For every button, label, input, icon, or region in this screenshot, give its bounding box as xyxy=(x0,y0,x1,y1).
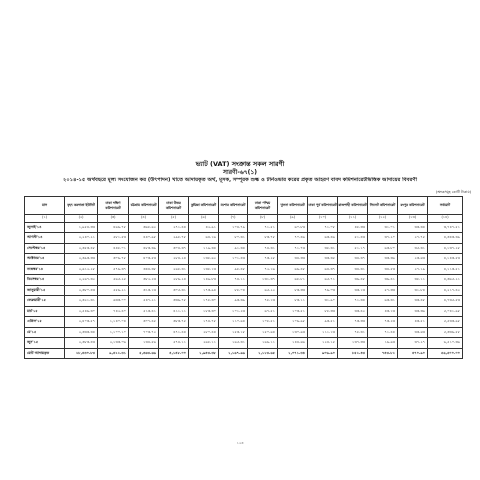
table-cell: ৯৩.৩৯ xyxy=(219,296,248,307)
table-cell: ২৮৪.২৪ xyxy=(159,254,189,265)
total-row xyxy=(25,348,463,359)
table-cell: ৫৫৬.২১ xyxy=(98,285,129,296)
column-number: (১) xyxy=(25,215,65,223)
table-cell: ১৭৮.৩০ xyxy=(189,296,219,307)
table-cell: ৪,১৪৮.০০ xyxy=(159,348,189,359)
column-header: সর্বমোট xyxy=(428,197,463,215)
table-cell: ৭৮.১৩ xyxy=(248,296,278,307)
table-cell: ৭১.৭৩ xyxy=(278,243,308,254)
table-cell: ২,৩৫৩.৪৮ xyxy=(65,243,98,254)
table-cell: ৪২.৯১ xyxy=(189,222,219,233)
table-cell: ২৭.৭৫ xyxy=(398,233,428,244)
table-cell: ৫,০৪১.৯৮ xyxy=(428,306,463,317)
table-cell: ৪৮.৩৩ xyxy=(338,222,368,233)
table-cell: ১১১.১৩ xyxy=(308,327,338,338)
table-cell: ৯৩.৫১ xyxy=(308,317,338,328)
table-cell: ১,১৬৭.৯৬ xyxy=(219,348,248,359)
table-cell: ৭১.৫১ xyxy=(248,222,278,233)
column-number: (১০) xyxy=(308,215,338,223)
table-cell: ১২৪.১৫ xyxy=(308,338,338,349)
table-cell: ১৭৩.৯৪ xyxy=(189,285,219,296)
table-cell: ৩৪.৫৩ xyxy=(368,264,398,275)
table-cell: ১৬৫.৩১ xyxy=(219,338,248,349)
table-cell: ১৩৮.১৩ xyxy=(189,264,219,275)
column-header: চট্টগ্রাম কমিশনারেট xyxy=(129,197,159,215)
column-header: ঢাকা দক্ষিণ কমিশনারেট xyxy=(98,197,129,215)
table-cell: ৭৪.১১ xyxy=(219,275,248,286)
table-cell: ২৯৮.৭৮ xyxy=(159,233,189,244)
table-cell: ৮৩.৭৮ xyxy=(248,233,278,244)
table-cell: ২,৩২১.৩১ xyxy=(65,296,98,307)
table-cell: ৮৫২.৪৩ xyxy=(338,348,368,359)
table-cell: ১৪৯.৮৩ xyxy=(189,275,219,286)
table-cell: ২৬৮.১১ xyxy=(189,338,219,349)
table-cell: ২৬৮.৩১ xyxy=(159,264,189,275)
table-cell: ৫,৫৩৩.৯৮ xyxy=(428,317,463,328)
table-row xyxy=(25,338,463,349)
table-cell: ৭৩.২৮ xyxy=(248,254,278,265)
table-header-row xyxy=(25,197,463,215)
table-cell: ৫,৩৬৩.৬৬ xyxy=(129,348,159,359)
row-label: সেপ্টেম্বর'১৪ xyxy=(25,243,65,254)
table-cell: ২,২৪০.২১ xyxy=(65,233,98,244)
table-cell: ৫৬৫.২৫ xyxy=(98,275,129,286)
table-cell: ৪৮৩.৩৯ xyxy=(129,243,159,254)
table-cell: ২৭১.৪৪ xyxy=(159,222,189,233)
table-cell: ২,৩৮৩.৪৩ xyxy=(65,338,98,349)
table-cell: ১৩১.৩৭ xyxy=(248,275,278,286)
table-cell: ১০১.২৩ xyxy=(219,306,248,317)
row-label: এপ্রিল'১৫ xyxy=(25,317,65,328)
table-cell: ১,১৪০.০৪ xyxy=(98,317,129,328)
table-cell: ৫১.৪৩ xyxy=(338,233,368,244)
table-cell: ৫,৩৩৬.৫৮ xyxy=(428,327,463,338)
table-cell: ৩০৫.৩১ xyxy=(159,285,189,296)
column-number: (১১) xyxy=(338,215,368,223)
table-cell: ৬৭.৫১ xyxy=(248,306,278,317)
table-cell: ১,১০০.১০ xyxy=(98,327,129,338)
table-cell: ৪৬৬.৭৮ xyxy=(98,222,129,233)
table-cell: ৯১.৩৪ xyxy=(219,243,248,254)
table-cell: ২৮০.৪৪ xyxy=(189,327,219,338)
table-cell: ৭৪৩.৮২ xyxy=(368,348,398,359)
table-cell: ৭১.৩৪ xyxy=(338,296,368,307)
table-cell: ১১০.৬৪ xyxy=(219,317,248,328)
column-header: ঢাকা পূর্ব কমিশনারেট xyxy=(308,197,338,215)
table-cell: ৮৩.৩৩ xyxy=(278,285,308,296)
table-cell: ৬৫.২২ xyxy=(248,285,278,296)
table-body xyxy=(25,222,463,359)
column-number: (২) xyxy=(65,215,98,223)
table-cell: ১৫০.৬৪ xyxy=(248,327,278,338)
table-cell: ৫৭৬.৩৭ xyxy=(98,264,129,275)
column-number: (১২) xyxy=(368,215,398,223)
table-cell: ৭৬.০৩ xyxy=(308,285,338,296)
table-cell: ৪৩.৫১ xyxy=(398,317,428,328)
table-cell: ৫১৩.৪১ xyxy=(129,306,159,317)
table-description: ২০১৪-১৫ অর্থবছরে মূল্য সংযোজন কর (উৎপাদন) খাতে আদায়কৃত অর্থ, মূসক, সম্পূরক শুল্ক ও টার্নওভার করের প্রকৃত আহরণ বাবদ কমিশনারেটভিত্তিক আদায়ের বিবরণী xyxy=(63,177,417,183)
column-number: (৪) xyxy=(129,215,159,223)
table-row xyxy=(25,327,463,338)
row-label: জুন'১৫ xyxy=(25,338,65,349)
table-cell: ৩১.০১ xyxy=(368,222,398,233)
table-cell: ২,১৩৩.০৬ xyxy=(98,338,129,349)
table-cell: ৩০৭.৪৫ xyxy=(129,317,159,328)
table-cell: ৬৩৩.০০ xyxy=(98,296,129,307)
table-cell: ৮০.৩১ xyxy=(219,233,248,244)
table-cell: ৮৩.১১ xyxy=(278,296,308,307)
table-cell: ৩৩.৩৬ xyxy=(398,306,428,317)
table-cell: ৫৮১.৫৩ xyxy=(98,233,129,244)
table-cell: ৮৮.০৪ xyxy=(219,285,248,296)
table-cell: ২,৩৯৩.৩৩ xyxy=(65,254,98,265)
table-cell: ৩৬.৪৮ xyxy=(338,275,368,286)
column-number: (৩) xyxy=(98,215,129,223)
page-number: ১২৩ xyxy=(236,441,244,445)
table-cell: ৪,১৩৭.২৮ xyxy=(428,243,463,254)
table-cell: ৭২.১৬ xyxy=(248,264,278,275)
table-cell: ১৮৩.৩০ xyxy=(189,306,219,317)
table-cell: ১,১১৩.৬৫ xyxy=(248,348,278,359)
table-cell: ৩৩.৩৪ xyxy=(398,222,428,233)
table-cell: ৩৩.৩৬ xyxy=(368,254,398,265)
table-cell: ২৮৬.২৪ xyxy=(159,275,189,286)
column-number: (১৪) xyxy=(428,215,463,223)
table-cell: ১৬৬.১১ xyxy=(248,338,278,349)
table-cell: ৩১.৯০ xyxy=(308,296,338,307)
table-cell: ৫১.১৭ xyxy=(338,243,368,254)
table-cell: ৩৩.৪২ xyxy=(338,306,368,317)
table-cell: ৪১১.১১ xyxy=(159,306,189,317)
table-cell: ৬৬.৪৮ xyxy=(278,264,308,275)
table-cell: ৬৩.৮০ xyxy=(368,243,398,254)
table-cell: ১,৯৫৪.৩৩ xyxy=(65,222,98,233)
column-header: খুলনা কমিশনারেট xyxy=(278,197,308,215)
table-cell: ৩৩.৬৩ xyxy=(398,327,428,338)
table-cell: ৩৩.৪৮ xyxy=(398,296,428,307)
column-header: যশোর কমিশনারেট xyxy=(219,197,248,215)
table-number: সারণী-৬৭(১) xyxy=(222,169,258,176)
table-cell: ৫৭.৩৩ xyxy=(368,285,398,296)
table-cell: ৩৪.৩১ xyxy=(338,264,368,275)
column-header: ঢাকা পশ্চিম কমিশনারেট xyxy=(248,197,278,215)
column-number: (১৩) xyxy=(398,215,428,223)
table-cell: ১৩৪.৫৬ xyxy=(129,338,159,349)
table-row xyxy=(25,275,463,286)
page-title: ভ্যাট (VAT) সংক্রান্ত সকল সারণী xyxy=(195,160,285,168)
table-cell: ৬০.৮৩ xyxy=(278,222,308,233)
table-cell: ৯০৬.৯০ xyxy=(308,348,338,359)
column-number: (৫) xyxy=(159,215,189,223)
table-cell: ৪৭০.৯০ xyxy=(398,348,428,359)
table-cell: ৭৪২.৪০ xyxy=(98,306,129,317)
table-cell: ২,৬১২.২৮ xyxy=(65,264,98,275)
table-cell: ৩০৪.৩৭ xyxy=(159,243,189,254)
column-header: রংপুর কমিশনারেট xyxy=(398,197,428,215)
table-cell: ১৩৮.৬২ xyxy=(189,254,219,265)
column-number: (৯) xyxy=(278,215,308,223)
table-cell: ৪,১১৩.৫১ xyxy=(428,264,463,275)
row-label: ফেব্রুয়ারী'১৫ xyxy=(25,296,65,307)
unit-note: (অংকসমূহ কোটি টাকায়) xyxy=(435,190,471,194)
table-cell: ৩৭.২৭ xyxy=(398,338,428,349)
table-cell: ১৪৪.৬৬ xyxy=(278,338,308,349)
table-cell: ৭১.০৮ xyxy=(308,222,338,233)
table-row xyxy=(25,317,463,328)
table-cell: ১০১.৪৩ xyxy=(219,254,248,265)
table-cell: ৫৬,৫০০.০০ xyxy=(428,348,463,359)
table-row xyxy=(25,233,463,244)
table-cell: ৩১.৮৪ xyxy=(398,285,428,296)
table-cell: ৭১.৪৪ xyxy=(368,327,398,338)
table-cell: ৩৪.৩৭ xyxy=(338,254,368,265)
table-cell: ৩৩.৩৫ xyxy=(308,254,338,265)
table-cell: ২,৩৩৩.৩৪ xyxy=(65,327,98,338)
table-cell: ৭০৩.৭২ xyxy=(129,327,159,338)
row-label: মোট আদায়কৃত xyxy=(25,348,65,359)
column-header: ঢাকা উত্তর কমিশনারেট xyxy=(159,197,189,215)
table-cell: ৪৪৮.০১ xyxy=(98,243,129,254)
table-cell: ৮৮.৩৩ xyxy=(308,306,338,317)
table-cell: ৫৭৪.১১ xyxy=(159,338,189,349)
revenue-table xyxy=(24,196,463,359)
table-cell: ২৭.১৯ xyxy=(398,264,428,275)
table-cell: ২৩.৬৩ xyxy=(398,254,428,265)
table-cell: ৪,১৪৩.৫৩ xyxy=(428,254,463,265)
table-cell: ৪,২১৭.৪২ xyxy=(428,285,463,296)
row-label: জুলাই'১৪ xyxy=(25,222,65,233)
table-cell: ৭৮.৩১ xyxy=(338,327,368,338)
table-row xyxy=(25,296,463,307)
table-cell: ৩০৬.৭৮ xyxy=(98,254,129,265)
table-cell: ৩৫.৩১ xyxy=(398,243,428,254)
table-cell: ২৮,৪৩০.৮৩ xyxy=(65,348,98,359)
table-row xyxy=(25,243,463,254)
table-cell: ৩৮.৩১ xyxy=(308,243,338,254)
table-cell: ৭০.৪৬ xyxy=(278,233,308,244)
table-cell: ৪৩.১৩ xyxy=(368,306,398,317)
table-cell: ৬৪.১৬ xyxy=(189,233,219,244)
column-number: (৬) xyxy=(189,215,219,223)
table-cell: ৩৪.৩৩ xyxy=(278,254,308,265)
row-label: ডিসেম্বর'১৪ xyxy=(25,275,65,286)
table-cell: ৬৩.৪৬ xyxy=(308,233,338,244)
column-number-row xyxy=(25,215,463,223)
row-label: জানুয়ারী'১৫ xyxy=(25,285,65,296)
table-row xyxy=(25,222,463,233)
table-row xyxy=(25,254,463,265)
table-cell: ৫৪৭.২১ xyxy=(129,296,159,307)
table-cell: ৩৩৬.৭৮ xyxy=(159,296,189,307)
table-cell: ১০৮.৫১ xyxy=(248,317,278,328)
table-cell: ৭৩.২৩ xyxy=(368,317,398,328)
table-cell: ৩৬.৪১ xyxy=(368,275,398,286)
table-cell: ২,২৬৭.৩২ xyxy=(65,275,98,286)
table-cell: ৪০৩.৫৩ xyxy=(129,254,159,265)
table-cell: ১০৪.৭৯ xyxy=(219,222,248,233)
column-number: (৮) xyxy=(248,215,278,223)
table-cell: ৪৭১.৪৪ xyxy=(159,327,189,338)
table-cell: ৬৩.৩১ xyxy=(368,296,398,307)
row-label: মে'১৫ xyxy=(25,327,65,338)
table-cell: ৬৪.৩৭ xyxy=(308,264,338,275)
row-label: মার্চ'১৫ xyxy=(25,306,65,317)
table-cell: ৪,৩৬৫.২১ xyxy=(428,275,463,286)
table-cell: ২,৪০৩.৫৭ xyxy=(65,317,98,328)
table-cell: ৬,৫১০.৩৬ xyxy=(428,338,463,349)
table-cell: ১৩০.৯৩ xyxy=(278,327,308,338)
table-cell: ১০৬.৯৮ xyxy=(278,317,308,328)
table-cell: ৩৮৩.৭৫ xyxy=(159,317,189,328)
table-cell: ৭৩.৩৩ xyxy=(338,317,368,328)
column-header: রাজশাহী কমিশনারেট xyxy=(338,197,368,215)
column-header: বৃহৎ করদাতা ইউনিট xyxy=(65,197,98,215)
table-cell: ১৬.৯৩ xyxy=(368,338,398,349)
table-cell: ১৩৭.৩৩ xyxy=(338,338,368,349)
table-cell: ৩৭.২০ xyxy=(368,233,398,244)
table-row xyxy=(25,285,463,296)
table-cell: ২,৫৪৬.৩০ xyxy=(65,306,98,317)
table-cell: ৪,৭৩৫.৫৩ xyxy=(428,296,463,307)
table-cell: ১০৩.৫১ xyxy=(278,306,308,317)
row-label: অক্টোবর'১৪ xyxy=(25,254,65,265)
table-cell: ৯৮.৪৮ xyxy=(219,264,248,275)
table-row xyxy=(25,264,463,275)
table-cell: ৬৮.৮১ xyxy=(278,275,308,286)
column-header: কুমিল্লা কমিশনারেট xyxy=(189,197,219,215)
table-cell: ৩,৭৪৭.৫১ xyxy=(428,222,463,233)
table-cell: ১,০৭১.৩৪ xyxy=(278,348,308,359)
table-cell: ১১৯.৩৪ xyxy=(189,243,219,254)
table-cell: ৯,৪২২.৩১ xyxy=(98,348,129,359)
table-row xyxy=(25,306,463,317)
table-cell: ৪,৩৪৩.৩৯ xyxy=(428,233,463,244)
table-cell: ২,৩৮০.৪৩ xyxy=(65,285,98,296)
row-label: আগস্ট'১৪ xyxy=(25,233,65,244)
table-cell: ৬৫.৭১ xyxy=(308,275,338,286)
row-label: নভেম্বর'১৪ xyxy=(25,264,65,275)
table-cell: ৩৪৪.৩৮ xyxy=(129,264,159,275)
table-cell: ৩৩.১৩ xyxy=(338,285,368,296)
table-cell: ৭৪.৩১ xyxy=(248,243,278,254)
table-cell: ৩৬৮.৬২ xyxy=(129,222,159,233)
table-cell: ৩১৩.১৩ xyxy=(129,285,159,296)
table-cell: ১,৯৪৩.৩৮ xyxy=(189,348,219,359)
table-cell: ৪৪০.৯৮ xyxy=(129,233,159,244)
column-header: মাস xyxy=(25,197,65,215)
column-header: সিলেট কমিশনারেট xyxy=(368,197,398,215)
table-cell: ১৭৪.৭৮ xyxy=(189,317,219,328)
table-cell: ৩৮২.২৩ xyxy=(129,275,159,286)
table-cell: ৩৮.১১ xyxy=(398,275,428,286)
column-number: (৭) xyxy=(219,215,248,223)
table-cell: ১৫৩.১৮ xyxy=(219,327,248,338)
